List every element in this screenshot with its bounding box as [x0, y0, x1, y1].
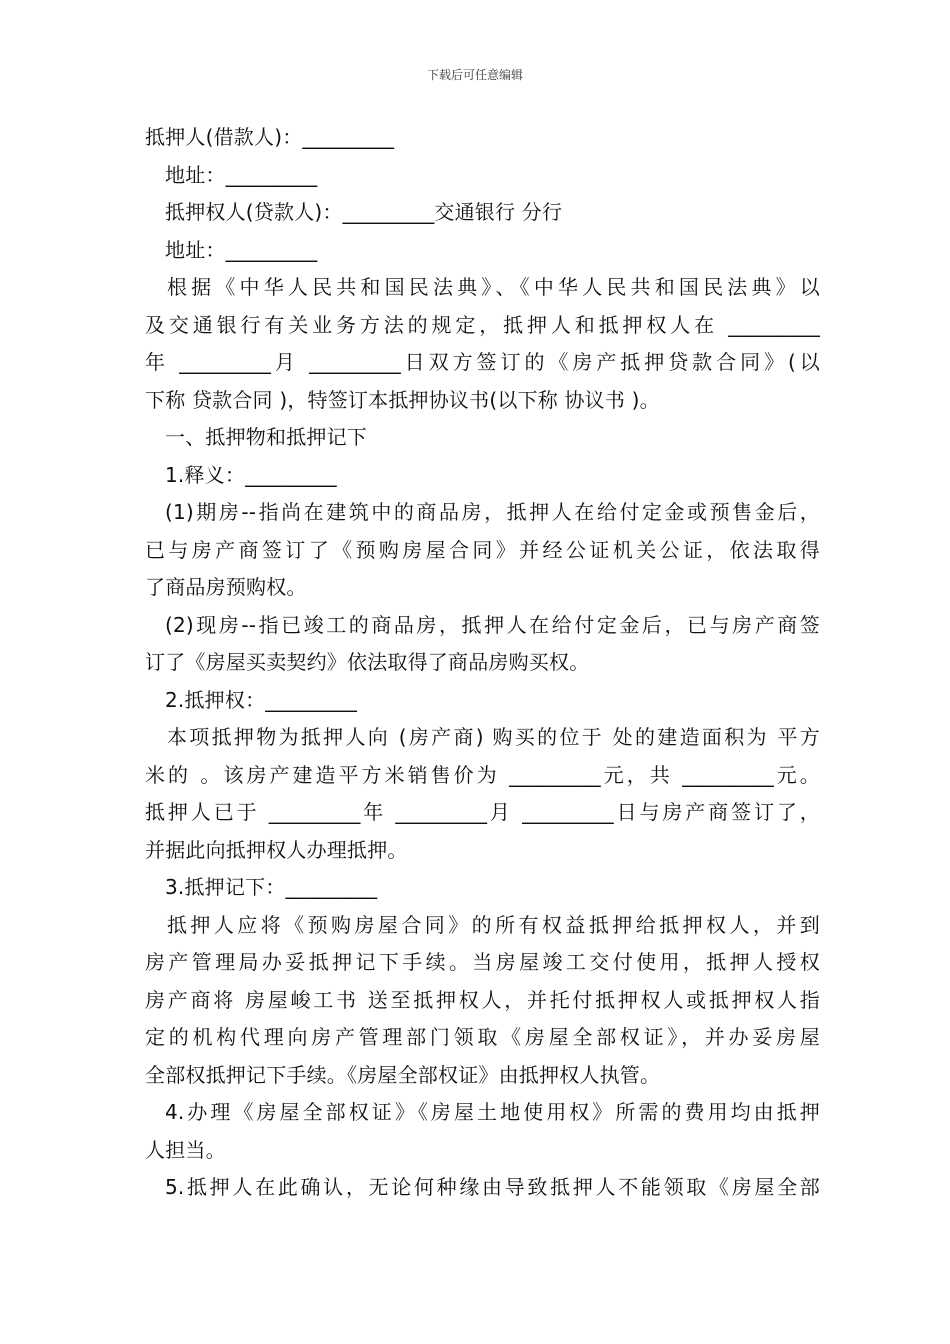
mortgagee-line: 抵押权人(贷款人)：_________交通银行 分行 — [165, 200, 563, 224]
paragraph-line: 房产管理局办妥抵押记下手续。当房屋竣工交付使用，抵押人授权 — [145, 950, 820, 974]
paragraph-line: (1)期房--指尚在建筑中的商品房，抵押人在给付定金或预售金后， — [165, 500, 820, 524]
mortgagee-address-line: 地址：_________ — [165, 237, 318, 262]
paragraph-line: 5.抵押人在此确认，无论何种缘由导致抵押人不能领取《房屋全部 — [165, 1175, 820, 1199]
clause-heading: 1.释义：_________ — [165, 462, 337, 487]
mortgagor-address-line: 地址：_________ — [165, 162, 318, 187]
paragraph-line: 人担当。 — [145, 1137, 226, 1162]
paragraph-line: 定的机构代理向房产管理部门领取《房屋全部权证》，并办妥房屋 — [145, 1025, 820, 1049]
paragraph-line: 订了《房屋买卖契约》依法取得了商品房购买权。 — [145, 650, 590, 674]
document-body — [145, 119, 820, 1207]
paragraph-line: 并据此向抵押权人办理抵押。 — [145, 837, 408, 862]
paragraph-line: 4.办理《房屋全部权证》《房屋土地使用权》所需的费用均由抵押 — [165, 1100, 820, 1124]
clause-heading: 2.抵押权：_________ — [165, 687, 358, 712]
paragraph-line: 抵押人已于 _________年 _________月 _________日与房产商签订了， — [145, 800, 820, 824]
mortgagor-line: 抵押人(借款人)：_________ — [145, 125, 395, 149]
preamble-line: 年 _________月 _________日双方签订的《房产抵押贷款合同》(以 — [145, 350, 820, 374]
paragraph-line: 全部权抵押记下手续。《房屋全部权证》由抵押权人执管。 — [145, 1062, 661, 1087]
paragraph-line: 房产商将 房屋峻工书 送至抵押权人，并托付抵押权人或抵押权人指 — [145, 987, 820, 1012]
paragraph-line: 米的 。该房产建造平方米销售价为 _________元，共 _________元。 — [145, 762, 820, 787]
preamble-line: 及交通银行有关业务方法的规定，抵押人和抵押权人在 _________ — [145, 312, 820, 337]
clause-heading: 3.抵押记下：_________ — [165, 875, 378, 899]
paragraph-line: 了商品房预购权。 — [145, 575, 307, 599]
paragraph-line: 已与房产商签订了《预购房屋合同》并经公证机关公证，依法取得 — [145, 537, 820, 562]
section-heading: 一、抵押物和抵押记下 — [165, 425, 367, 449]
preamble-line: 下称 贷款合同 )，特签订本抵押协议书(以下称 协议书 )。 — [145, 387, 660, 412]
paragraph-line: 抵押人应将《预购房屋合同》的所有权益抵押给抵押权人，并到 — [167, 912, 820, 937]
preamble-line: 根据《中华人民共和国民法典》、《中华人民共和国民法典》以 — [167, 275, 820, 299]
paragraph-line: (2)现房--指已竣工的商品房，抵押人在给付定金后，已与房产商签 — [165, 612, 820, 637]
page-header: 下载后可任意编辑 — [426, 68, 523, 82]
paragraph-line: 本项抵押物为抵押人向 (房产商) 购买的位于 处的建造面积为 平方 — [167, 725, 820, 749]
